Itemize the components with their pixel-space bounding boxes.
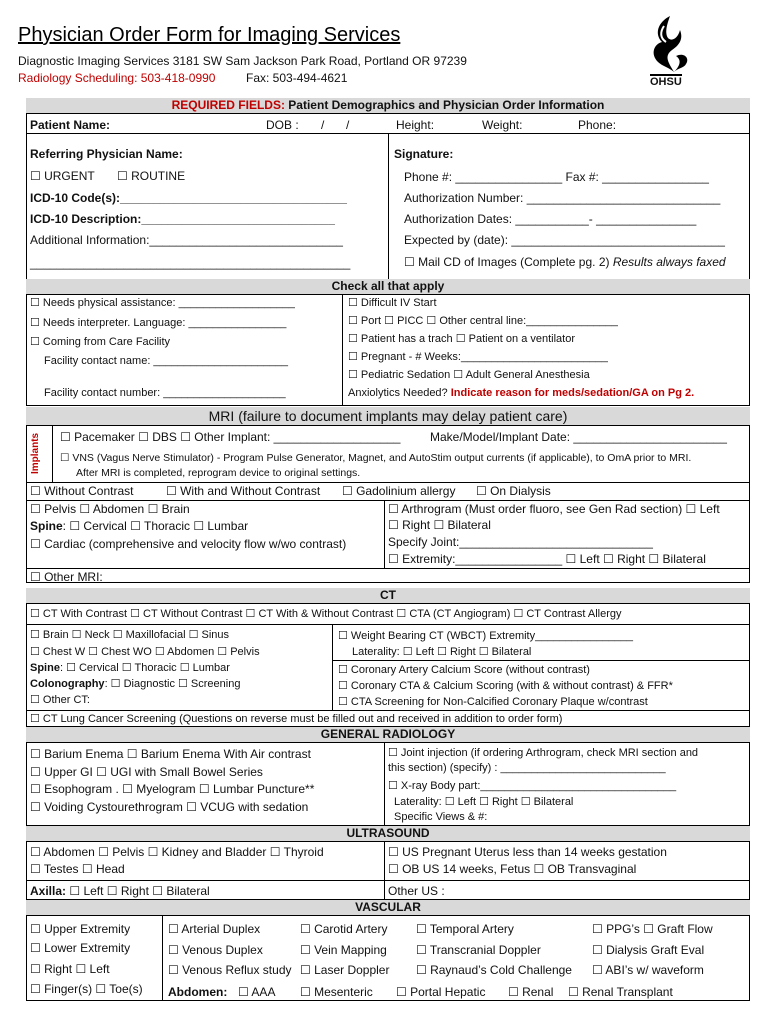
voiding-options[interactable]: ☐ Voiding Cystourethrogram ☐ VCUG with sedation bbox=[30, 800, 309, 814]
divider bbox=[384, 500, 385, 568]
us-axilla[interactable] bbox=[30, 884, 210, 898]
ppg-graft-options[interactable]: ☐ PPG’s ☐ Graft Flow bbox=[592, 922, 713, 936]
icd-codes-field[interactable]: ICD-10 Code(s):__________________________________ bbox=[30, 191, 347, 205]
anxiolytics-label: Anxiolytics Needed? bbox=[348, 387, 448, 399]
check-all-header: Check all that apply bbox=[26, 279, 750, 294]
ct-contrast-options[interactable]: ☐ CT With Contrast ☐ CT Without Contrast ☐ CT With & Without Contrast ☐ CTA (CT Angiogram) ☐ CT Contrast Allergy bbox=[30, 608, 622, 620]
abdomen-label: Abdomen: bbox=[168, 985, 228, 999]
us-abdomen-options[interactable]: ☐ Abdomen ☐ Pelvis ☐ Kidney and Bladder ☐ Thyroid bbox=[30, 845, 324, 859]
finger-toe-options[interactable]: ☐ Finger(s) ☐ Toe(s) bbox=[30, 982, 143, 996]
abdomen-label-text: Abdomen bbox=[168, 985, 224, 999]
other-ct-field[interactable]: ☐ Other CT: bbox=[30, 694, 90, 706]
ct-colonography[interactable] bbox=[30, 677, 240, 690]
calcium-score-checkbox[interactable]: ☐ Coronary Artery Calcium Score (without contrast) bbox=[338, 664, 590, 676]
fax-number: Fax: 503-494-4621 bbox=[246, 71, 348, 85]
patient-name-label[interactable]: Patient Name: bbox=[30, 118, 111, 132]
divider bbox=[388, 133, 389, 280]
upper-gi-options[interactable]: ☐ Upper GI ☐ UGI with Small Bowel Series bbox=[30, 765, 263, 779]
spine-label: Spine bbox=[30, 519, 63, 533]
implant-checkboxes[interactable]: ☐ Pacemaker ☐ DBS ☐ Other Implant: ___________________ bbox=[60, 430, 401, 444]
other-us-field[interactable]: Other US : bbox=[388, 884, 445, 898]
vns-checkbox[interactable]: ☐ VNS (Vagus Nerve Stimulator) - Program Pulse Generator, Magnet, and AutoStim output currents (if applicable), to OmA prior to MRI. bbox=[60, 452, 692, 464]
mri-body-parts[interactable]: ☐ Pelvis ☐ Abdomen ☐ Brain bbox=[30, 502, 190, 516]
arthrogram-side[interactable]: ☐ Right ☐ Bilateral bbox=[388, 518, 491, 532]
divider bbox=[26, 482, 750, 483]
general-radiology-header: GENERAL RADIOLOGY bbox=[26, 727, 750, 742]
mri-header bbox=[26, 407, 750, 425]
mri-spine[interactable] bbox=[30, 519, 248, 533]
facility-address: Diagnostic Imaging Services 3181 SW Sam Jackson Park Road, Portland OR 97239 bbox=[18, 54, 467, 68]
sedation-checkbox[interactable]: ☐ Pediatric Sedation ☐ Adult General Anesthesia bbox=[348, 369, 590, 381]
divider bbox=[26, 880, 750, 881]
anxiolytics-question bbox=[348, 387, 694, 399]
ohsu-logo-text: OHSU bbox=[650, 76, 682, 88]
height-label[interactable]: Height: bbox=[396, 118, 435, 132]
mri-without-contrast[interactable]: ☐ Without Contrast bbox=[30, 484, 134, 498]
mri-header-bold: MRI bbox=[208, 408, 235, 424]
barium-enema-options[interactable]: ☐ Barium Enema ☐ Barium Enema With Air contrast bbox=[30, 747, 311, 761]
mail-cd-checkbox[interactable] bbox=[404, 255, 726, 269]
auth-number-field[interactable]: Authorization Number: _____________________________ bbox=[404, 191, 721, 205]
referring-physician-label[interactable]: Referring Physician Name: bbox=[30, 147, 183, 161]
other-mri-field[interactable]: ☐ Other MRI: bbox=[30, 570, 103, 584]
vns-note: After MRI is completed, reprogram device to original settings. bbox=[76, 467, 361, 479]
signature-label[interactable]: Signature: bbox=[394, 147, 454, 161]
pregnant-checkbox[interactable]: ☐ Pregnant - # Weeks:________________________ bbox=[348, 351, 608, 363]
divider bbox=[162, 915, 163, 1001]
spine-options: : ☐ Cervical ☐ Thoracic ☐ Lumbar bbox=[62, 519, 249, 533]
dob-slash: / bbox=[321, 118, 325, 132]
ct-spine-label: Spine bbox=[30, 662, 60, 674]
axilla-label: Axilla: bbox=[30, 884, 67, 898]
carotid-artery-checkbox[interactable]: ☐ Carotid Artery bbox=[300, 922, 388, 936]
make-model-field[interactable]: Make/Model/Implant Date: _______________________ bbox=[430, 430, 727, 444]
upper-extremity-checkbox[interactable]: ☐ Upper Extremity bbox=[30, 922, 131, 936]
portal-hepatic-checkbox[interactable]: ☐ Portal Hepatic bbox=[396, 985, 486, 999]
ct-spine-options: : ☐ Cervical ☐ Thoracic ☐ Lumbar bbox=[59, 662, 230, 674]
joint-injection-specify[interactable]: this section) (specify) : ___________________________ bbox=[388, 762, 666, 774]
divider bbox=[332, 624, 333, 710]
phone-label[interactable]: Phone: bbox=[578, 118, 617, 132]
mri-cardiac[interactable]: ☐ Cardiac (comprehensive and velocity flow w/wo contrast) bbox=[30, 537, 347, 551]
colonography-options: : ☐ Diagnostic ☐ Screening bbox=[104, 678, 241, 690]
dob-slash: / bbox=[346, 118, 350, 132]
dob-label[interactable]: DOB : bbox=[266, 118, 299, 132]
vein-mapping-checkbox[interactable]: ☐ Vein Mapping bbox=[300, 943, 387, 957]
dialysis-graft-checkbox[interactable]: ☐ Dialysis Graft Eval bbox=[592, 943, 705, 957]
mri-with-without-contrast[interactable]: ☐ With and Without Contrast bbox=[166, 484, 321, 498]
phone-fax-field[interactable]: Phone #: ________________ Fax #: ________________ bbox=[404, 170, 709, 184]
mri-header-rest: (failure to document implants may delay patient care) bbox=[234, 408, 568, 424]
mesenteric-checkbox[interactable]: ☐ Mesenteric bbox=[300, 985, 373, 999]
divider bbox=[26, 710, 750, 711]
ct-spine[interactable] bbox=[30, 661, 230, 674]
vascular-header: VASCULAR bbox=[26, 900, 750, 915]
xray-body-part[interactable]: ☐ X-ray Body part:________________________________ bbox=[388, 780, 677, 792]
trach-ventilator-checkbox[interactable]: ☐ Patient has a trach ☐ Patient on a ventilator bbox=[348, 333, 576, 345]
difficult-iv-checkbox[interactable]: ☐ Difficult IV Start bbox=[348, 297, 437, 309]
venous-reflux-checkbox[interactable]: ☐ Venous Reflux study bbox=[168, 963, 292, 977]
transcranial-doppler-checkbox[interactable]: ☐ Transcranial Doppler bbox=[416, 943, 541, 957]
icd-description-field[interactable]: ICD-10 Description:_____________________________ bbox=[30, 212, 335, 226]
colonography-label: Colonography bbox=[30, 678, 105, 690]
aaa-checkbox[interactable]: ☐ AAA bbox=[238, 985, 276, 999]
esophogram-options[interactable]: ☐ Esophogram . ☐ Myelogram ☐ Lumbar Puncture** bbox=[30, 782, 315, 796]
auth-dates-field[interactable]: Authorization Dates: ___________- _______________ bbox=[404, 212, 697, 226]
ct-body-options[interactable]: ☐ Chest W ☐ Chest WO ☐ Abdomen ☐ Pelvis bbox=[30, 646, 260, 658]
wbct-laterality[interactable]: Laterality: ☐ Left ☐ Right ☐ Bilateral bbox=[352, 646, 532, 658]
divider bbox=[384, 841, 385, 900]
joint-injection-checkbox[interactable]: ☐ Joint injection (if ordering Arthrogram, check MRI section and bbox=[388, 747, 699, 759]
divider bbox=[332, 660, 750, 661]
arterial-duplex-checkbox[interactable]: ☐ Arterial Duplex bbox=[168, 922, 261, 936]
required-fields-header bbox=[26, 98, 750, 113]
additional-info-line[interactable]: ________________________________________________ bbox=[30, 256, 351, 270]
facility-contact-name[interactable]: Facility contact name: ______________________ bbox=[44, 355, 289, 367]
xray-laterality[interactable]: Laterality: ☐ Left ☐ Right ☐ Bilateral bbox=[394, 796, 574, 808]
care-facility-checkbox[interactable]: ☐ Coming from Care Facility bbox=[30, 336, 171, 348]
ob-us-options[interactable]: ☐ OB US 14 weeks, Fetus ☐ OB Transvaginal bbox=[388, 862, 637, 876]
venous-duplex-checkbox[interactable]: ☐ Venous Duplex bbox=[168, 943, 263, 957]
interpreter-checkbox[interactable]: ☐ Needs interpreter. Language: ________________ bbox=[30, 317, 287, 329]
required-label: REQUIRED FIELDS: bbox=[171, 98, 285, 112]
expected-date-field[interactable]: Expected by (date): ________________________________ bbox=[404, 233, 725, 247]
form-title: Physician Order Form for Imaging Services bbox=[18, 24, 401, 46]
physical-assistance-checkbox[interactable]: ☐ Needs physical assistance: ___________________ bbox=[30, 297, 295, 309]
lower-extremity-checkbox[interactable]: ☐ Lower Extremity bbox=[30, 941, 131, 955]
divider bbox=[26, 624, 750, 625]
routine-checkbox[interactable]: ☐ ROUTINE bbox=[117, 169, 186, 183]
renal-checkbox[interactable]: ☐ Renal bbox=[508, 985, 554, 999]
divider bbox=[52, 425, 53, 482]
ohsu-logo bbox=[640, 12, 700, 88]
implants-label: Implants bbox=[30, 432, 41, 474]
scheduling-phone: Radiology Scheduling: 503-418-0990 bbox=[18, 71, 216, 85]
cta-screening-checkbox[interactable]: ☐ CTA Screening for Non-Calcified Coronary Plaque w/contrast bbox=[338, 696, 648, 708]
wbct-checkbox[interactable]: ☐ Weight Bearing CT (WBCT) Extremity________________ bbox=[338, 630, 633, 642]
vasc-side-options[interactable]: ☐ Right ☐ Left bbox=[30, 962, 110, 976]
lung-screening-checkbox[interactable]: ☐ CT Lung Cancer Screening (Questions on reverse must be filled out and received in addition to order form) bbox=[30, 713, 563, 725]
urgent-checkbox[interactable]: ☐ URGENT bbox=[30, 169, 95, 183]
facility-contact-number[interactable]: Facility contact number: ____________________ bbox=[44, 387, 286, 399]
raynauds-checkbox[interactable]: ☐ Raynaud’s Cold Challenge bbox=[416, 963, 572, 977]
specific-views[interactable]: Specific Views & #: bbox=[394, 811, 488, 823]
weight-label[interactable]: Weight: bbox=[482, 118, 523, 132]
specify-joint-field[interactable]: Specify Joint:_____________________________ bbox=[388, 535, 653, 549]
gadolinium-allergy[interactable]: ☐ Gadolinium allergy bbox=[342, 484, 456, 498]
divider bbox=[384, 742, 385, 826]
ct-head-neck-options[interactable]: ☐ Brain ☐ Neck ☐ Maxillofacial ☐ Sinus bbox=[30, 629, 230, 641]
abi-checkbox[interactable]: ☐ ABI’s w/ waveform bbox=[592, 963, 704, 977]
anxiolytics-note: Indicate reason for meds/sedation/GA on Pg 2. bbox=[450, 387, 695, 399]
renal-transplant-checkbox[interactable]: ☐ Renal Transplant bbox=[568, 985, 673, 999]
central-line-checkbox[interactable]: ☐ Port ☐ PICC ☐ Other central line:_______________ bbox=[348, 315, 618, 327]
extremity-field[interactable]: ☐ Extremity:________________ ☐ Left ☐ Right ☐ Bilateral bbox=[388, 552, 706, 566]
divider bbox=[26, 500, 750, 501]
mail-cd-label: ☐ Mail CD of Images (Complete pg. 2) bbox=[404, 255, 610, 269]
laser-doppler-checkbox[interactable]: ☐ Laser Doppler bbox=[300, 963, 390, 977]
results-faxed-note: Results always faxed bbox=[612, 255, 726, 269]
divider bbox=[26, 568, 750, 569]
us-testes-options[interactable]: ☐ Testes ☐ Head bbox=[30, 862, 125, 876]
us-pregnant-checkbox[interactable]: ☐ US Pregnant Uterus less than 14 weeks gestation bbox=[388, 845, 667, 859]
coronary-cta-checkbox[interactable]: ☐ Coronary CTA & Calcium Scoring (with & without contrast) & FFR* bbox=[338, 680, 673, 692]
arthrogram-checkbox[interactable]: ☐ Arthrogram (Must order fluoro, see Gen Rad section) ☐ Left bbox=[388, 502, 720, 516]
ct-header: CT bbox=[26, 588, 750, 603]
ohsu-logo-mark bbox=[640, 12, 700, 78]
ultrasound-header: ULTRASOUND bbox=[26, 826, 750, 841]
on-dialysis[interactable]: ☐ On Dialysis bbox=[476, 484, 551, 498]
required-label-rest: Patient Demographics and Physician Order Information bbox=[284, 98, 605, 112]
additional-info-field[interactable]: Additional Information:_____________________________ bbox=[30, 233, 343, 247]
divider bbox=[342, 294, 343, 406]
axilla-options: ☐ Left ☐ Right ☐ Bilateral bbox=[66, 884, 210, 898]
temporal-artery-checkbox[interactable]: ☐ Temporal Artery bbox=[416, 922, 514, 936]
